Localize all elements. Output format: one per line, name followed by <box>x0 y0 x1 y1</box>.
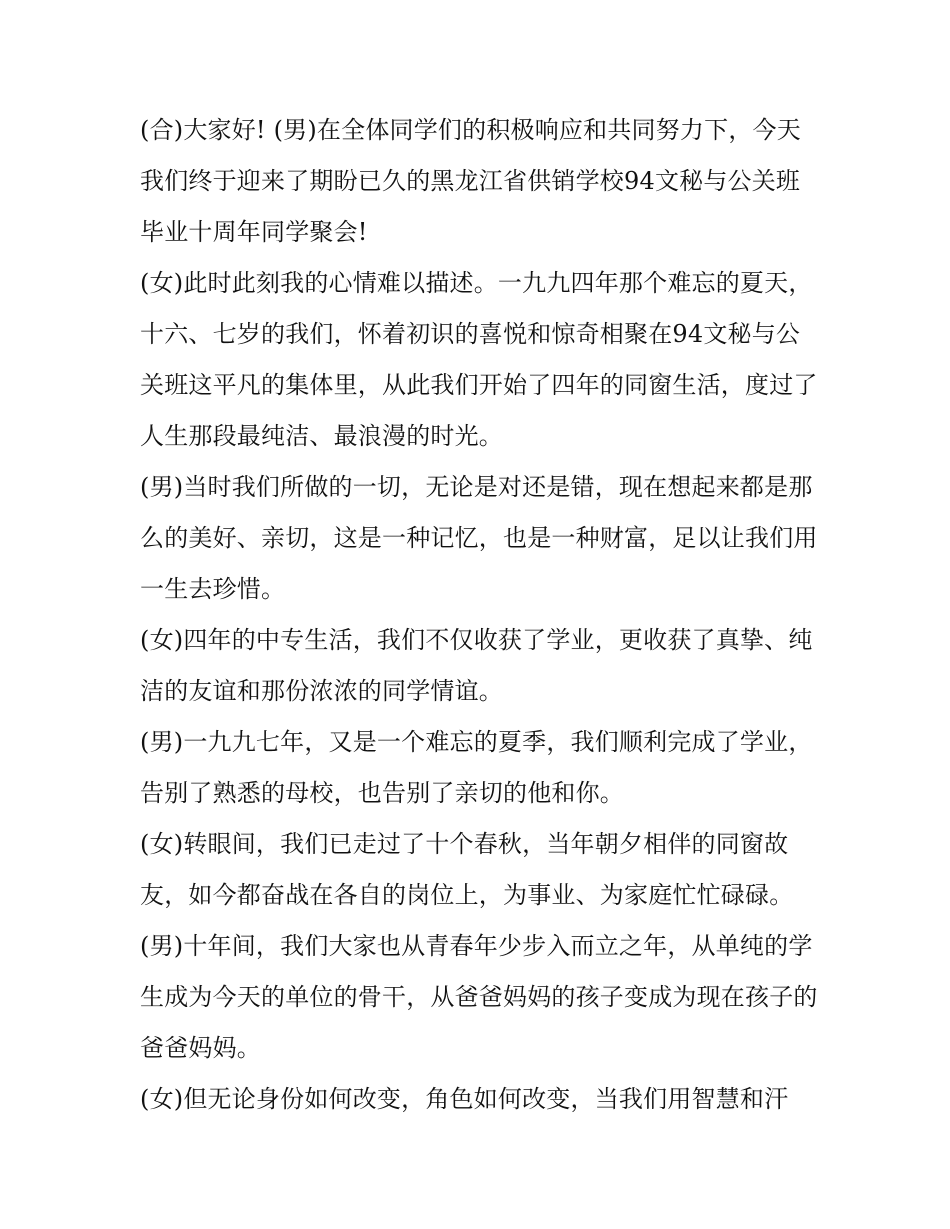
paragraph-3: (男)当时我们所做的一切，无论是对还是错，现在想起来都是那么的美好、亲切，这是一种记忆，也是一种财富，足以让我们用一生去珍惜。 <box>140 473 818 603</box>
document-body <box>140 105 820 1125</box>
paragraph-5: (男)一九九七年，又是一个难忘的夏季，我们顺利完成了学业，告别了熟悉的母校，也告别了亲切的他和你。 <box>140 728 813 807</box>
paragraph-8: (女)但无论身份如何改变，角色如何改变，当我们用智慧和汗 <box>140 1085 789 1113</box>
paragraph-6: (女)转眼间，我们已走过了十个春秋，当年朝夕相伴的同窗故友，如今都奋战在各自的岗位上，为事业、为家庭忙忙碌碌。 <box>140 830 794 909</box>
paragraph-2: (女)此时此刻我的心情难以描述。一九九四年那个难忘的夏天，十六、七岁的我们，怀着初识的喜悦和惊奇相聚在94文秘与公关班这平凡的集体里，从此我们开始了四年的同窗生活，度过了人生那段最纯洁、最浪漫的时光。 <box>140 269 818 450</box>
paragraph-4: (女)四年的中专生活，我们不仅收获了学业，更收获了真挚、纯洁的友谊和那份浓浓的同学情谊。 <box>140 626 813 705</box>
paragraph-7: (男)十年间，我们大家也从青春年少步入而立之年，从单纯的学生成为今天的单位的骨干，从爸爸妈妈的孩子变成为现在孩子的爸爸妈妈。 <box>140 932 818 1062</box>
paragraph-1: (合)大家好! (男)在全体同学们的积极响应和共同努力下，今天我们终于迎来了期盼已久的黑龙江省供销学校94文秘与公关班毕业十周年同学聚会! <box>140 116 801 246</box>
